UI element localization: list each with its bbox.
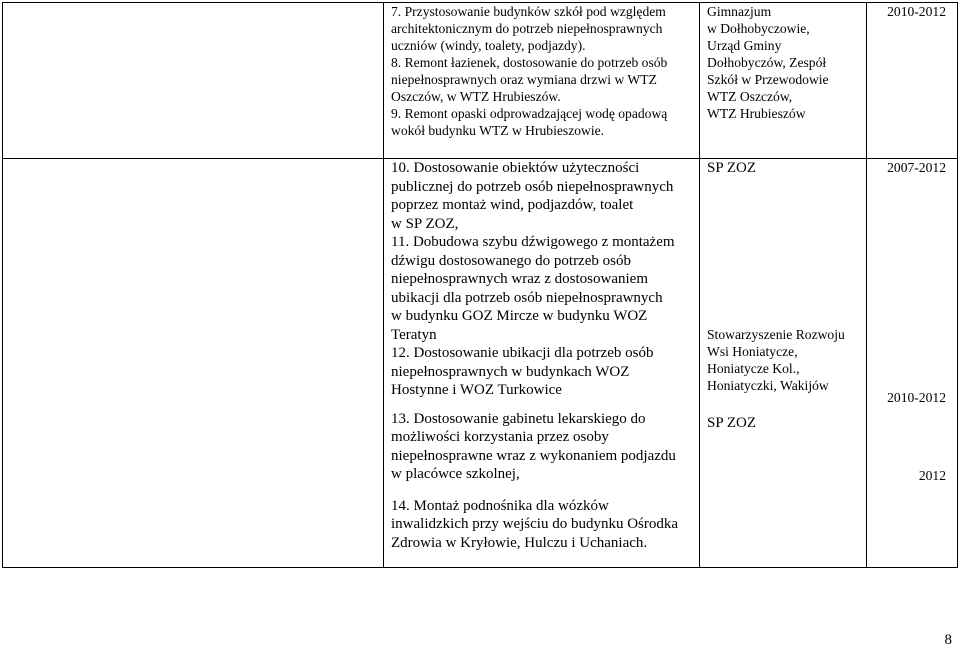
- entity-line: WTZ Oszczów,: [707, 89, 793, 104]
- years-cell: [867, 159, 958, 568]
- document-table: [2, 2, 958, 568]
- entity-line: Honiatyczki, Wakijów: [707, 377, 829, 393]
- entity-line: Honiatycze Kol.,: [707, 360, 800, 376]
- entity-cell: [700, 159, 867, 568]
- table-row: [3, 159, 958, 568]
- task-line: poprzez montaż wind, podjazdów, toalet: [391, 197, 634, 213]
- task-line: niepełnosprawnych w budynkach WOZ: [391, 363, 630, 380]
- entity-line: Urząd Gminy: [707, 38, 782, 53]
- page-number: 8: [944, 632, 952, 648]
- entity-line: WTZ Hrubieszów: [707, 106, 806, 121]
- task-line: 14. Montaż podnośnika dla wózków: [391, 497, 609, 514]
- task-line: Teratyn: [391, 326, 437, 343]
- task-line: publicznej do potrzeb osób niepełnosprawnych: [391, 178, 674, 195]
- task-line: niepełnosprawne wraz z wykonaniem podjazdu: [391, 447, 676, 464]
- entity-line: Stowarzyszenie Rozwoju: [707, 326, 845, 342]
- entity-line: SP ZOZ: [707, 160, 757, 176]
- task-line: niepełnosprawnych wraz z dostosowaniem: [391, 271, 649, 287]
- task-line: niepełnosprawnych oraz wymiana drzwi w WTZ: [391, 72, 657, 87]
- entity-cell: [700, 3, 867, 159]
- task-line: architektonicznym do potrzeb niepełnosprawnych: [391, 21, 663, 36]
- table-row: [3, 3, 958, 159]
- task-line: w budynku GOZ Mircze w budynku WOZ: [391, 308, 648, 324]
- task-line: 12. Dostosowanie ubikacji dla potrzeb osób: [391, 345, 654, 361]
- task-line: Zdrowia w Kryłowie, Hulczu i Uchaniach.: [391, 534, 648, 551]
- tasks-cell: [384, 159, 700, 568]
- task-line: 13. Dostosowanie gabinetu lekarskiego do: [391, 410, 646, 427]
- task-line: w placówce szkolnej,: [391, 466, 520, 482]
- task-line: 8. Remont łazienek, dostosowanie do potrzeb osób: [391, 55, 668, 70]
- years-value: 2012: [918, 468, 946, 483]
- task-line: ubikacji dla potrzeb osób niepełnosprawnych: [391, 289, 663, 306]
- task-line: 9. Remont opaski odprowadzającej wodę opadową: [391, 106, 668, 121]
- task-line: dźwigu dostosowanego do potrzeb osób: [391, 252, 631, 269]
- years-value: 2010-2012: [887, 390, 946, 405]
- tasks-cell: [384, 3, 700, 159]
- entity-line: Wsi Honiatycze,: [707, 343, 798, 359]
- task-line: inwalidzkich przy wejściu do budynku Ośrodka: [391, 516, 679, 532]
- task-line: Oszczów, w WTZ Hrubieszów.: [391, 89, 561, 104]
- empty-cell: [3, 3, 384, 159]
- task-line: 7. Przystosowanie budynków szkół pod względem: [391, 4, 666, 19]
- years-cell: [867, 3, 958, 159]
- entity-line: Gimnazjum: [707, 4, 772, 19]
- task-line: 11. Dobudowa szybu dźwigowego z montażem: [391, 234, 675, 250]
- task-line: Hostynne i WOZ Turkowice: [391, 382, 562, 398]
- entity-line: Dołhobyczów, Zespół: [707, 55, 827, 70]
- task-line: możliwości korzystania przez osoby: [391, 429, 609, 445]
- task-line: w SP ZOZ,: [391, 215, 459, 232]
- task-line: wokół budynku WTZ w Hrubieszowie.: [391, 123, 605, 138]
- years-value: 2010-2012: [887, 4, 946, 19]
- task-line: 10. Dostosowanie obiektów użyteczności: [391, 160, 640, 176]
- entity-line: w Dołhobyczowie,: [707, 21, 810, 36]
- task-line: uczniów (windy, toalety, podjazdy).: [391, 38, 586, 53]
- entity-line: SP ZOZ: [707, 414, 757, 431]
- years-value: 2007-2012: [887, 160, 946, 175]
- empty-cell: [3, 159, 384, 568]
- entity-line: Szkół w Przewodowie: [707, 72, 829, 87]
